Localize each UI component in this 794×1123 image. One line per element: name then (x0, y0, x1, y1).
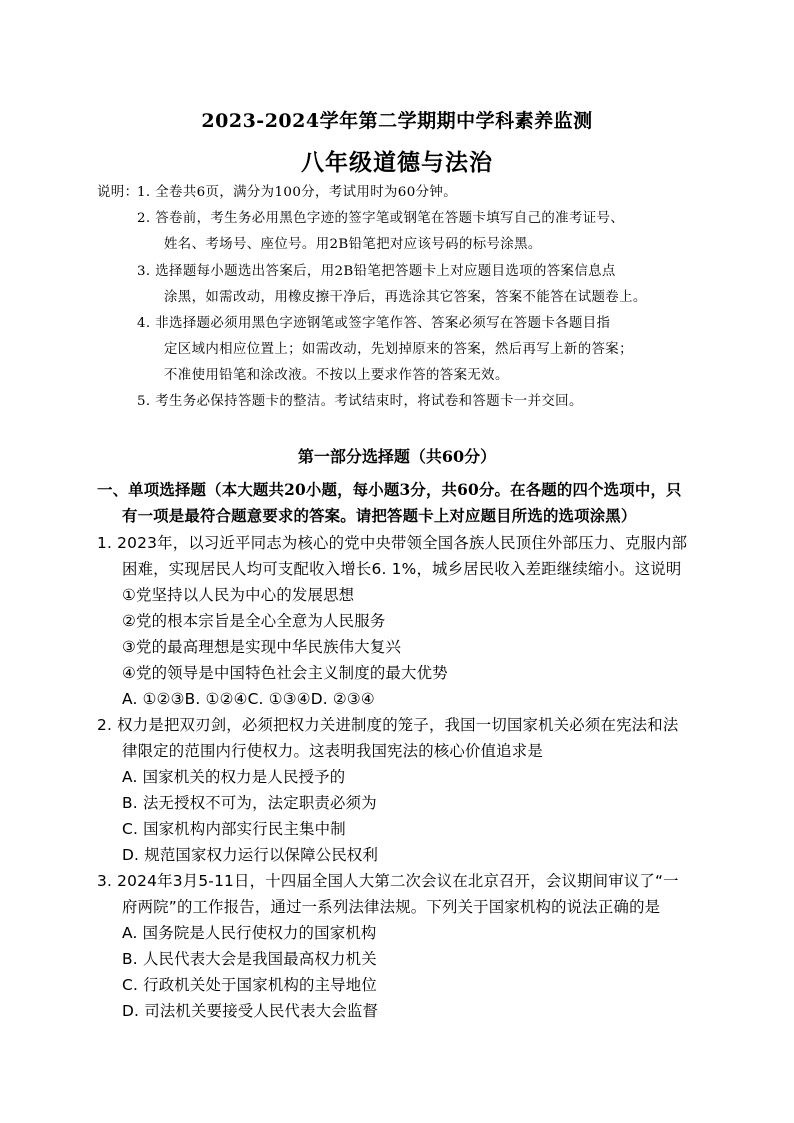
question-statement: ②党的根本宗旨是全心全意为人民服务 (122, 612, 386, 630)
question-stem: 1. 2023年，以习近平同志为核心的党中央带领全国各族人民顶住外部压力、克服内部 (97, 534, 688, 552)
question-options: A. ①②③B. ①②④C. ①③④D. ②③④ (122, 690, 375, 708)
section-heading: 一、单项选择题（本大题共20小题，每小题3分，共60分。在各题的四个选项中，只 (97, 481, 682, 499)
question-statement: ③党的最高理想是实现中华民族伟大复兴 (122, 638, 402, 656)
question-statement: ①党坚持以人民为中心的发展思想 (122, 586, 355, 604)
section-heading: 有一项是最符合题意要求的答案。请把答题卡上对应题目所选的选项涂黑） (122, 507, 637, 525)
instruction-item: 定区域内相应位置上；如需改动，先划掉原来的答案，然后再写上新的答案； (164, 342, 633, 357)
exam-title: 2023-2024学年第二学期期中学科素养监测 (201, 110, 593, 132)
instruction-item: 3. 选择题每小题选出答案后，用2B铅笔把答题卡上对应题目选项的答案信息点 (137, 264, 616, 279)
instruction-item: 涂黑，如需改动，用橡皮擦干净后，再选涂其它答案，答案不能答在试题卷上。 (164, 290, 647, 305)
option-b: B. 法无授权不可为，法定职责必须为 (122, 794, 377, 812)
option-c: C. 国家机构内部实行民主集中制 (122, 820, 346, 838)
option-d: D. 司法机关要接受人民代表大会监督 (122, 1002, 379, 1020)
option-b: B. 人民代表大会是我国最高权力机关 (122, 950, 377, 968)
instruction-item: 2. 答卷前，考生务必用黑色字迹的签字笔或钢笔在答题卡填写自己的准考证号、 (137, 211, 625, 226)
instruction-item: 不准使用铅笔和涂改液。不按以上要求作答的答案无效。 (164, 368, 509, 383)
question-stem: 律限定的范围内行使权力。这表明我国宪法的核心价值追求是 (122, 742, 543, 760)
instruction-item: 4. 非选择题必须用黑色字迹钢笔或签字笔作答、答案必须写在答题卡各题目指 (137, 316, 611, 331)
instructions-label: 说明： (97, 185, 139, 200)
question-stem: 府两院”的工作报告，通过一系列法律法规。下列关于国家机构的说法正确的是 (122, 898, 661, 916)
option-c: C. 行政机关处于国家机构的主导地位 (122, 976, 377, 994)
question-stem: 3. 2024年3月5-11日，十四届全国人大第二次会议在北京召开，会议期间审议了“一 (97, 872, 679, 890)
option-a: A. 国务院是人民行使权力的国家机构 (122, 924, 377, 942)
question-stem: 困难，实现居民人均可支配收入增长6. 1%，城乡居民收入差距继续缩小。这说明 (122, 560, 682, 578)
part1-title: 第一部分选择题（共60分） (297, 447, 497, 466)
instruction-item: 1. 全卷共6页，满分为100分，考试用时为60分钟。 (137, 185, 457, 200)
instruction-item: 5. 考生务必保持答题卡的整洁。考试结束时，将试卷和答题卡一并交回。 (137, 394, 583, 409)
instruction-item: 姓名、考场号、座位号。用2B铅笔把对应该号码的标号涂黑。 (164, 237, 542, 252)
question-statement: ④党的领导是中国特色社会主义制度的最大优势 (122, 664, 448, 682)
question-stem: 2. 权力是把双刃剑，必须把权力关进制度的笼子，我国一切国家机关必须在宪法和法 (97, 716, 679, 734)
option-d: D. 规范国家权力运行以保障公民权利 (122, 846, 379, 864)
subject-title: 八年级道德与法治 (301, 149, 493, 176)
option-a: A. 国家机关的权力是人民授予的 (122, 768, 346, 786)
